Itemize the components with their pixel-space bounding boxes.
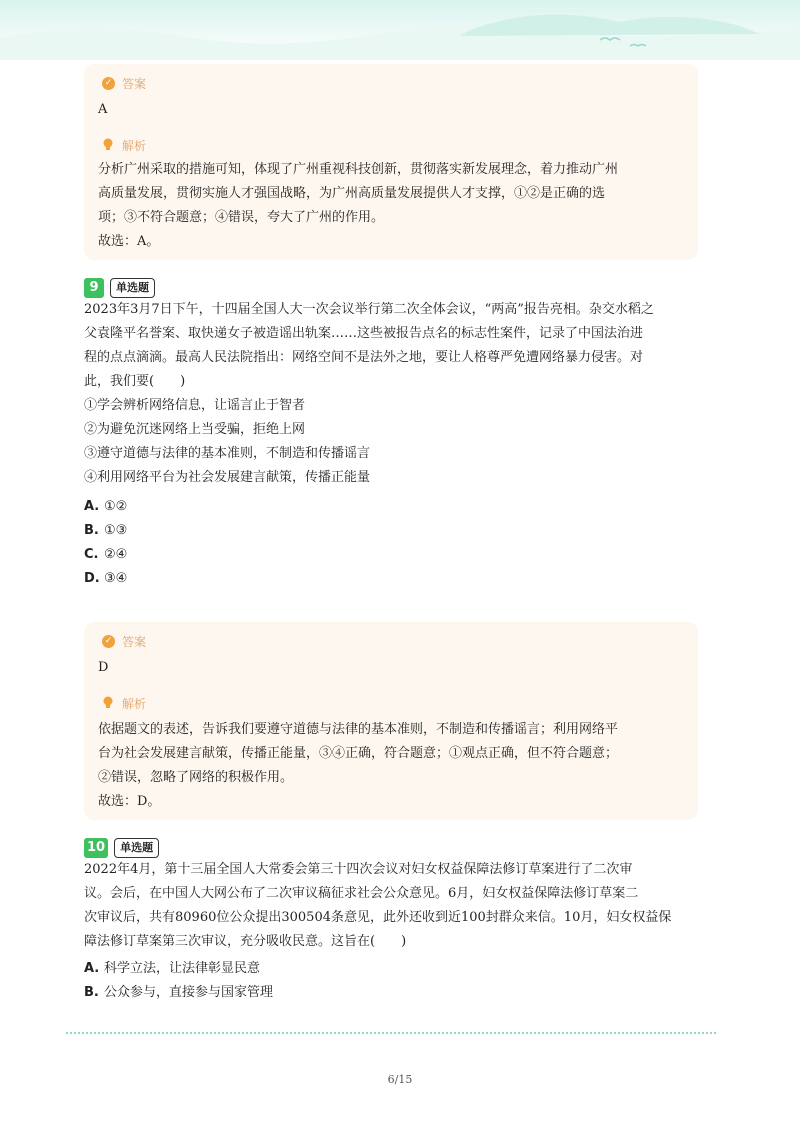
option-d[interactable]: D. ③④	[84, 571, 128, 586]
analysis-label: 解析	[102, 694, 146, 712]
answer-label: ✓ 答案	[102, 74, 146, 92]
check-icon: ✓	[102, 635, 115, 648]
question-type-badge: 单选题	[114, 838, 159, 858]
answer-box-prev	[84, 64, 698, 260]
answer-box-9	[84, 622, 698, 820]
answer-value: D	[98, 660, 109, 675]
answer-label: ✓ 答案	[102, 632, 146, 650]
lightbulb-icon	[102, 696, 114, 710]
question-number: 10	[84, 838, 108, 858]
option-a[interactable]: A. 科学立法，让法律彰显民意	[84, 961, 261, 976]
option-b[interactable]: B. ①③	[84, 523, 128, 538]
question-header-9	[84, 278, 155, 298]
option-a[interactable]: A. ①②	[84, 499, 128, 514]
answer-value: A	[98, 102, 108, 117]
question-type-badge: 单选题	[110, 278, 155, 298]
question-header-10	[84, 838, 159, 858]
option-c[interactable]: C. ②④	[84, 547, 128, 562]
question-number: 9	[84, 278, 104, 298]
analysis-text: 分析广州采取的措施可知，体现了广州重视科技创新，贯彻落实新发展理念，着力推动广州 高质量发展，贯彻实施人才强国战略，为广州高质量发展提供人才支撑，①②是正确的选 项；③不符合题意；④错误，夸大了广州的作用。 故选：A。	[98, 162, 619, 249]
header-decoration	[0, 0, 800, 60]
question-stem-9: 2023年3月7日下午，十四届全国人大一次会议举行第二次全体会议，“两高”报告亮相。杂交水稻之 父袁隆平名誉案、取快递女子被造谣出轨案……这些被报告点名的标志性案件，记录了中国法治进 程的点点滴滴。最高人民法院指出：网络空间不是法外之地，要让人格尊严免遭网络暴力侵害。对 此，我们要( ) ①学会辨析网络信息，让谣言止于智者 ②为避免沉迷网络上当受骗，拒绝上网 ③遵守道德与法律的基本准则，不制造和传播谣言 ④利用网络平台为社会发展建言献策，传播正能量	[84, 302, 654, 485]
check-icon: ✓	[102, 77, 115, 90]
question-stem-10: 2022年4月，第十三届全国人大常委会第三十四次会议对妇女权益保障法修订草案进行了二次审 议。会后，在中国人大网公布了二次审议稿征求社会公众意见。6月，妇女权益保障法修订草案二 次审议后，共有80960位公众提出300504条意见，此外还收到近100封群众来信。10月，妇女权益保 障法修订草案第三次审议，充分吸收民意。这旨在( )	[84, 862, 672, 949]
analysis-text: 依据题文的表述，告诉我们要遵守道德与法律的基本准则，不制造和传播谣言；利用网络平 台为社会发展建言献策，传播正能量，③④正确，符合题意；①观点正确，但不符合题意； ②错误，忽略了网络的积极作用。 故选：D。	[98, 722, 619, 809]
lightbulb-icon	[102, 138, 114, 152]
footer-divider	[66, 1032, 716, 1034]
page-number: 6/15	[387, 1073, 413, 1086]
option-b[interactable]: B. 公众参与，直接参与国家管理	[84, 985, 274, 1000]
analysis-label: 解析	[102, 136, 146, 154]
